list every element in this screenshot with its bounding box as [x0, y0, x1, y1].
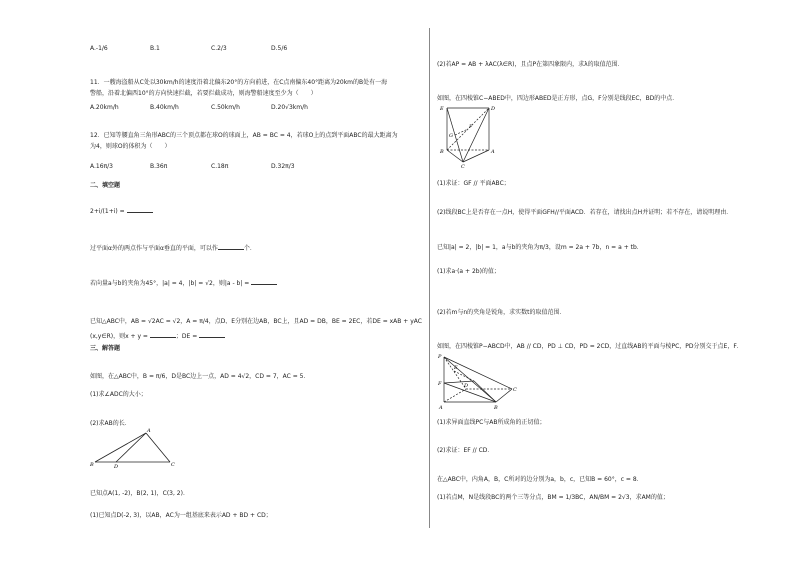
- fill-3-text: 若向量a与b的夹角为45°，|a| = 4，|b| = √2，则|a - b| =: [90, 280, 252, 287]
- pyr1-label-d: D: [491, 106, 496, 112]
- q11-stem-line2: 警船，沿着北偏西10°的方向快速拦截，若要拦截成功，则海警船速度至少为（ ）: [90, 90, 317, 97]
- fill-4-blank-2[interactable]: [199, 331, 225, 338]
- q11-option-b: B.40km/h: [150, 104, 179, 111]
- tri-label-b: B: [90, 462, 94, 468]
- fill-2-text: 过平面α外的两点作与平面α垂直的平面，可以作: [90, 245, 218, 252]
- fill-2-end: 个．: [243, 245, 256, 252]
- sol2-stem: 已知点A(1, -2)，B(2, 1)，C(3, 2)．: [90, 490, 189, 497]
- q10-option-a: A.-1/6: [90, 45, 108, 52]
- sol3-part2: (2)线段BC上是否存在一点H，使得平面GFH//平面ACD．若存在，请找出点H并证明；若不存在，请说明理由．: [437, 209, 733, 216]
- fill-4-line2: [90, 331, 225, 341]
- pyr1-label-a: A: [491, 149, 495, 155]
- q10-option-d: D.5/6: [271, 45, 288, 52]
- q11-option-d: D.20√3km/h: [271, 104, 308, 111]
- q12-option-b: B.36π: [150, 163, 168, 170]
- sol4-part1: (1)求a·(a + 2b)的值；: [437, 268, 500, 275]
- q12-option-d: D.32π/3: [271, 163, 295, 170]
- fill-4-line1: 已知△ABC中，AB = √2AC = √2，A = π/4，点D、E分别在边AB，BC上，且AD = DB，BE = 2EC，若DE = xAB + yAC: [90, 318, 422, 325]
- pyr1-label-e: E: [440, 106, 444, 112]
- sol6-part1: (1)若点M，N是线段BC的两个三等分点，BM = 1/3BC，AN/BM = 2√3，求AM的值；: [437, 494, 669, 501]
- sol6-stem: 在△ABC中，内角A，B，C所对的边分别为a，b，c，已知B = 60°，c = 8．: [437, 476, 643, 483]
- sol4-part2: (2)若m与n的夹角是锐角，求实数t的取值范围．: [437, 309, 566, 316]
- triangle-figure: [90, 428, 182, 470]
- fill-4-blank-1[interactable]: [150, 331, 176, 338]
- q11-option-a: A.20km/h: [90, 104, 119, 111]
- q11-stem-line1: 11．一艘海盗船从C处以30km/h的速度沿着北偏东20°的方向前进，在C点南偏东40°距离为20km的B处有一海: [90, 79, 388, 86]
- sol1-stem: 如图，在△ABC中，B = π/6，D是BC边上一点，AD = 4√2，CD = 7，AC = 5．: [90, 373, 310, 380]
- pyramid-figure-2: [436, 352, 520, 412]
- pyr1-label-c: C: [461, 164, 465, 170]
- pyr1-label-g: G: [449, 133, 453, 139]
- fill-2: [90, 243, 256, 253]
- pyr2-label-e: E: [454, 365, 458, 371]
- sol5-stem: 如图，在四棱锥P−ABCD中，AB // CD，PD ⊥ CD，PD = 2CD，过直线AB的平面与棱PC，PD分别交于点E，F．: [437, 343, 743, 350]
- pyr2-label-f: F: [438, 381, 442, 387]
- pyr2-label-d: D: [464, 383, 469, 389]
- q12-option-a: A.16π/3: [90, 163, 113, 170]
- section-2-title: 二、填空题: [90, 182, 121, 189]
- sol1-part1: (1)求∠ADC的大小；: [90, 391, 147, 398]
- sol5-part2: (2)求证：EF // CD．: [437, 447, 494, 454]
- sol2-part2: (2)若AP = AB + λAC(λ∈R)，且点P在第四象限内，求λ的取值范围．: [437, 61, 624, 68]
- fill-2-blank[interactable]: [218, 243, 244, 250]
- q12-stem-line2: 为4，则球O的体积为（ ）: [90, 143, 171, 150]
- column-divider: [429, 28, 430, 528]
- pyr1-label-b: B: [440, 149, 444, 155]
- fill-1: [90, 206, 153, 216]
- fill-3-blank[interactable]: [251, 278, 277, 285]
- fill-1-text: 2+i/(1+i) =: [90, 208, 127, 215]
- pyr2-label-c: C: [513, 387, 517, 393]
- pyr1-label-f: F: [469, 124, 473, 130]
- fill-1-blank[interactable]: [127, 206, 153, 213]
- tri-label-d: D: [114, 464, 119, 470]
- sol2-part1: (1)已知点D(-2, 3)，以AB，AC为一组基底来表示AD + BD + CD；: [90, 512, 272, 519]
- pyramid-figure-1: [440, 104, 504, 170]
- fill-3: [90, 278, 277, 288]
- pyr2-label-p: P: [438, 354, 442, 360]
- sol3-part1: (1)求证：GF // 平面ABC；: [437, 180, 510, 187]
- q12-stem-line1: 12．已知等腰直角三角形ABC的三个顶点都在球O的球面上，AB = BC = 4，若球O上的点到平面ABC的最大距离为: [90, 132, 398, 139]
- q10-option-c: C.2/3: [211, 45, 227, 52]
- tri-label-c: C: [171, 462, 175, 468]
- sol1-part2: (2)求AB的长．: [90, 420, 131, 427]
- sol4-stem: 已知|a| = 2，|b| = 1，a与b的夹角为π/3，设m = 2a + 7b，n = a + tb．: [437, 244, 643, 251]
- pyr2-label-a: A: [439, 405, 443, 411]
- pyr2-label-b: B: [494, 405, 498, 411]
- sol3-stem: 如图，在四棱锥C−ABED中，四边形ABED是正方形，点G，F分别是线段EC，BD的中点．: [437, 95, 679, 102]
- tri-label-a: A: [147, 428, 151, 434]
- fill-4-text-b: ；DE =: [175, 333, 200, 340]
- q12-option-c: C.18π: [211, 163, 229, 170]
- fill-4-text-a: (x,y∈R)，则x + y =: [90, 333, 150, 340]
- q11-option-c: C.50km/h: [211, 104, 240, 111]
- q10-option-b: B.1: [150, 45, 160, 52]
- section-3-title: 三、解答题: [90, 345, 121, 352]
- sol5-part1: (1)求异面直线PC与AB所成角的正切值；: [437, 419, 546, 426]
